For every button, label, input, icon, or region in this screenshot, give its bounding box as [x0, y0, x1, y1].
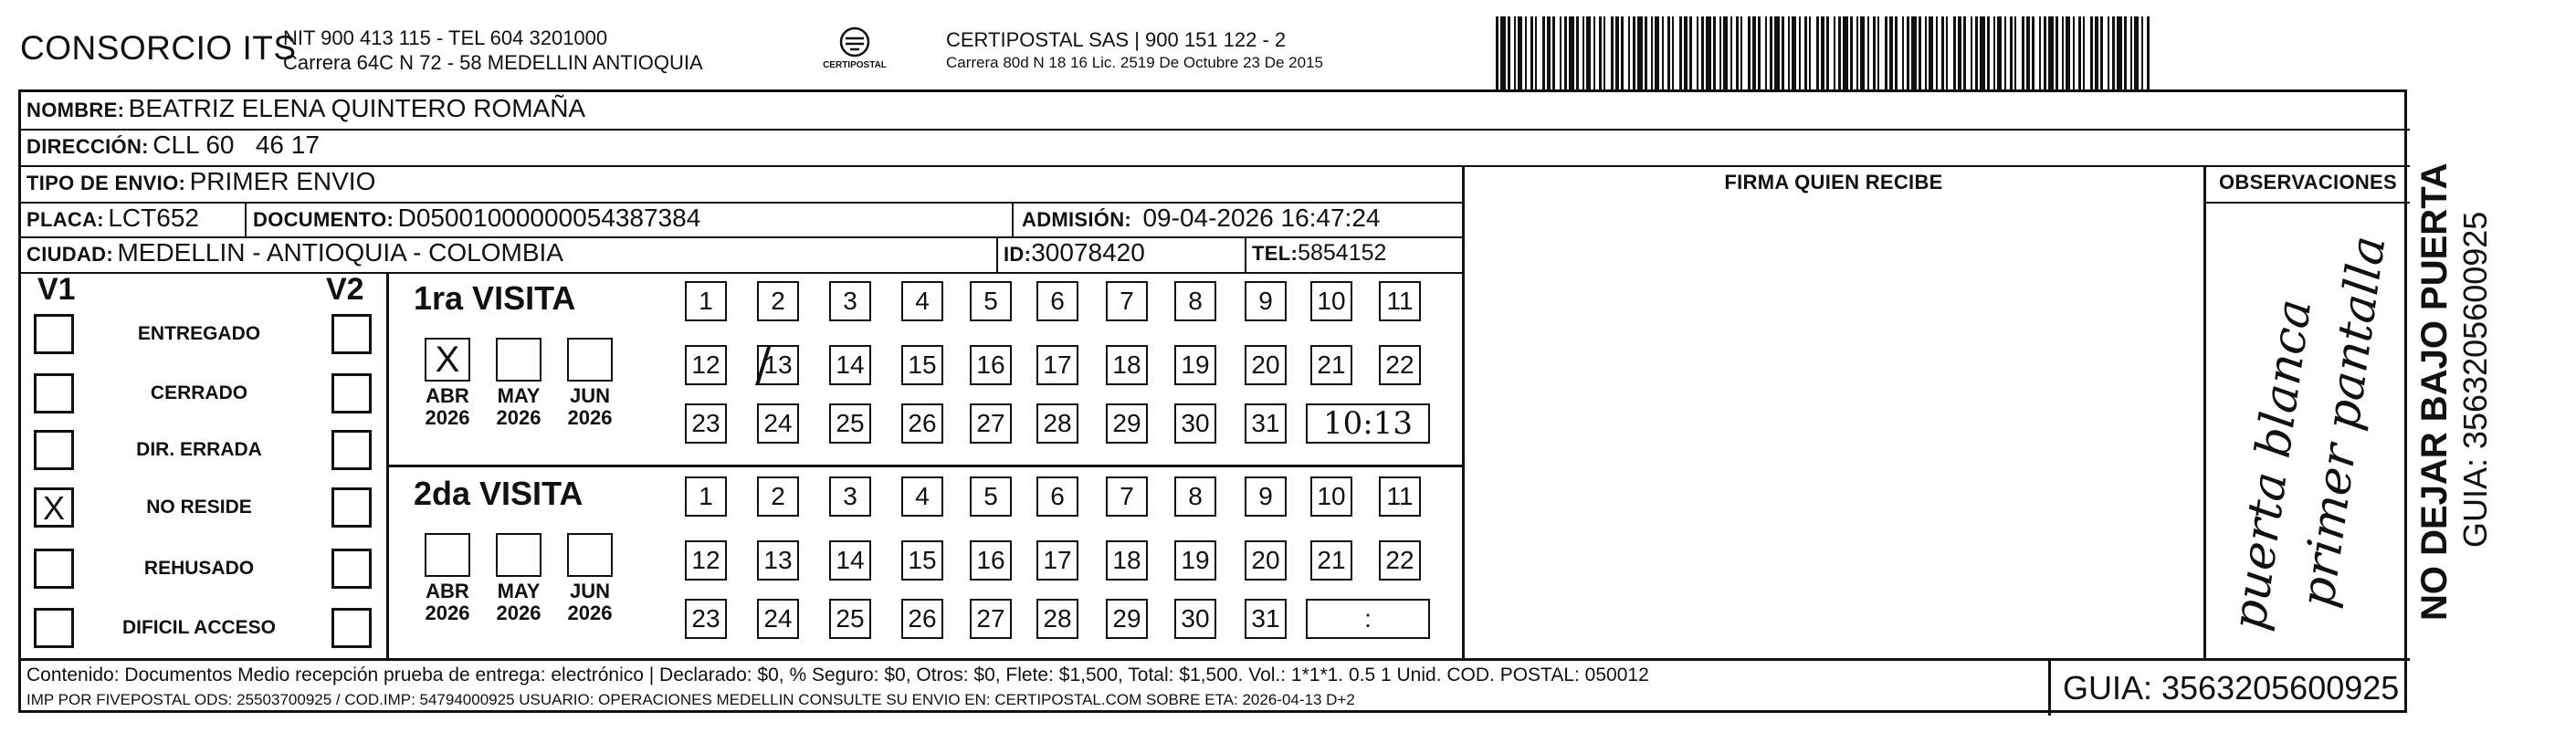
day-box[interactable]: 19 [1174, 540, 1216, 581]
day-box[interactable]: 24 [757, 403, 799, 444]
month-checkbox[interactable]: X [425, 338, 470, 382]
day-box[interactable]: 23 [685, 403, 727, 444]
no-dejar-bajo-puerta: NO DEJAR BAJO PUERTA [2414, 162, 2455, 621]
company-info [283, 26, 703, 75]
day-box[interactable]: 10 [1310, 476, 1352, 517]
tel-value: 5854152 [1298, 240, 1387, 266]
status-label: DIFICIL ACCESO [121, 617, 276, 638]
month-label [415, 581, 479, 624]
day-box[interactable]: 13 [757, 540, 799, 581]
tel-label: TEL: [1252, 242, 1299, 265]
month-name: MAY [497, 384, 541, 407]
day-box[interactable]: 2 [757, 281, 799, 321]
ciudad-label: CIUDAD: [26, 243, 113, 266]
id-value: 30078420 [1031, 238, 1145, 267]
month-checkbox[interactable] [567, 338, 613, 382]
day-box[interactable]: 19 [1174, 345, 1216, 385]
day-box[interactable]: 31 [1245, 599, 1287, 639]
day-box[interactable]: 4 [901, 281, 943, 321]
month-name: JUN [569, 580, 610, 602]
day-box[interactable]: 6 [1036, 476, 1078, 517]
month-year: 2026 [496, 406, 541, 429]
day-box[interactable]: 25 [829, 403, 871, 444]
day-box[interactable]: 1 [685, 476, 727, 517]
day-box[interactable]: 4 [901, 476, 943, 517]
admission-datetime: 09-04-2026 16:47:24 [1142, 204, 1381, 232]
month-label [487, 581, 551, 624]
day-box[interactable]: 3 [829, 476, 871, 517]
day-box[interactable]: 21 [1310, 345, 1352, 385]
status-label: DIR. ERRADA [136, 439, 262, 460]
day-box[interactable]: 28 [1036, 403, 1078, 444]
month-name: ABR [426, 580, 469, 602]
day-box[interactable]: 25 [829, 599, 871, 639]
day-box[interactable]: 9 [1245, 281, 1287, 321]
id-label: ID: [1004, 243, 1032, 266]
tipo-label: TIPO DE ENVIO: [26, 172, 186, 194]
plate-value: LCT652 [108, 204, 199, 232]
company-address: Carrera 64C N 72 - 58 MEDELLIN ANTIOQUIA [283, 51, 703, 74]
observations-header: OBSERVACIONES [2218, 171, 2397, 194]
company-nit: NIT 900 413 115 - TEL 604 3201000 [283, 26, 608, 49]
carrier-name: CERTIPOSTAL SAS | 900 151 122 - 2 [946, 28, 1287, 51]
month-year: 2026 [496, 602, 541, 624]
recipient-name: BEATRIZ ELENA QUINTERO ROMAÑA [128, 94, 586, 122]
day-strike-mark: / [755, 338, 772, 392]
tel-row [1252, 240, 1386, 267]
day-box[interactable]: 21 [1310, 540, 1352, 581]
city-row [26, 238, 563, 267]
day-box[interactable]: 17 [1036, 540, 1078, 581]
day-box[interactable]: 30 [1174, 599, 1216, 639]
day-box[interactable]: 28 [1036, 599, 1078, 639]
status-v2-checkbox[interactable] [331, 487, 372, 528]
day-box[interactable]: 26 [901, 403, 943, 444]
v2-header: V2 [326, 272, 364, 307]
status-label: ENTREGADO [137, 323, 261, 344]
status-v2-checkbox[interactable] [331, 314, 372, 354]
day-box[interactable]: 29 [1106, 403, 1148, 444]
month-name: MAY [497, 580, 541, 602]
admision-label: ADMISIÓN: [1022, 208, 1132, 231]
carrier-info [946, 27, 1323, 74]
day-box[interactable]: 1 [685, 281, 727, 321]
status-v2-checkbox[interactable] [331, 373, 372, 413]
recipient-address: CLL 60 46 17 [152, 131, 320, 159]
day-box[interactable]: 7 [1106, 476, 1148, 517]
month-label [558, 581, 622, 624]
recipient-name-row [26, 94, 585, 123]
status-v1-checkbox[interactable] [34, 549, 74, 589]
status-v1-checkbox[interactable] [34, 430, 74, 470]
month-year: 2026 [425, 406, 470, 429]
status-v1-checkbox[interactable]: X [34, 487, 74, 528]
day-box[interactable]: 5 [970, 476, 1012, 517]
status-v2-checkbox[interactable] [331, 608, 372, 648]
barcode [1496, 16, 2150, 89]
month-year: 2026 [567, 602, 613, 624]
shipping-label [18, 89, 2407, 713]
day-box[interactable]: 11 [1379, 476, 1421, 517]
day-box[interactable]: 11 [1379, 281, 1421, 321]
day-box[interactable]: 2 [757, 476, 799, 517]
day-box[interactable]: 18 [1106, 345, 1148, 385]
status-v2-checkbox[interactable] [331, 430, 372, 470]
day-box[interactable]: 15 [901, 540, 943, 581]
day-box[interactable]: 20 [1245, 540, 1287, 581]
day-box[interactable]: 8 [1174, 281, 1216, 321]
day-box[interactable]: 13 [757, 345, 799, 385]
day-box[interactable]: 27 [970, 599, 1012, 639]
side-guia: GUIA: 3563205600925 [2456, 211, 2494, 548]
admission-row [1022, 204, 1380, 233]
shipment-type-row [26, 167, 375, 196]
day-box[interactable]: 22 [1379, 540, 1421, 581]
day-box[interactable]: 7 [1106, 281, 1148, 321]
shipment-type: PRIMER ENVIO [189, 167, 376, 195]
document-value: D05001000000054387384 [397, 204, 701, 232]
nombre-label: NOMBRE: [26, 99, 125, 121]
status-label: NO RESIDE [146, 497, 252, 518]
day-box[interactable]: 14 [829, 345, 871, 385]
day-box[interactable]: 8 [1174, 476, 1216, 517]
city-value: MEDELLIN - ANTIOQUIA - COLOMBIA [117, 238, 563, 267]
day-box[interactable]: 18 [1106, 540, 1148, 581]
day-box[interactable]: 23 [685, 599, 727, 639]
month-checkbox[interactable] [567, 533, 613, 577]
observation-note-1: puerta blanca [2222, 296, 2323, 634]
observation-note-2: primer pantalla [2290, 232, 2397, 612]
placa-label: PLACA: [26, 208, 104, 231]
day-box[interactable]: 10 [1310, 281, 1352, 321]
day-box[interactable]: 6 [1036, 281, 1078, 321]
month-checkbox[interactable] [496, 533, 541, 577]
status-v1-checkbox[interactable] [34, 314, 74, 354]
day-box[interactable]: 16 [970, 540, 1012, 581]
day-box[interactable]: 30 [1174, 403, 1216, 444]
signature-area[interactable] [1465, 204, 2203, 658]
status-label: CERRADO [150, 382, 248, 403]
day-box[interactable]: 29 [1106, 599, 1148, 639]
address-row [26, 131, 320, 160]
certipostal-logo [811, 24, 899, 77]
day-box[interactable]: 22 [1379, 345, 1421, 385]
month-year: 2026 [425, 602, 470, 624]
visit-title: 2da VISITA [414, 475, 584, 512]
day-box[interactable]: 3 [829, 281, 871, 321]
plate-row [26, 204, 199, 233]
carrier-address: Carrera 80d N 18 16 Lic. 2519 De Octubre 23 De 2015 [946, 54, 1323, 71]
month-year: 2026 [567, 406, 613, 429]
direccion-label: DIRECCIÓN: [26, 135, 149, 158]
day-box[interactable]: 15 [901, 345, 943, 385]
day-box[interactable]: 12 [685, 345, 727, 385]
day-box[interactable]: 14 [829, 540, 871, 581]
status-v1-checkbox[interactable] [34, 608, 74, 648]
signature-header: FIRMA QUIEN RECIBE [1724, 171, 1943, 194]
visit-title: 1ra VISITA [414, 279, 576, 317]
month-name: ABR [426, 384, 469, 407]
id-row [1004, 238, 1145, 267]
v1-header: V1 [37, 272, 76, 307]
visit-time-box[interactable]: : [1306, 599, 1430, 639]
day-box[interactable]: 31 [1245, 403, 1287, 444]
day-box[interactable]: 27 [970, 403, 1012, 444]
status-label: REHUSADO [143, 558, 255, 579]
month-label [487, 385, 551, 429]
logo-text: CERTIPOSTAL [823, 60, 887, 70]
month-checkbox[interactable] [496, 338, 541, 382]
day-box[interactable]: 26 [901, 599, 943, 639]
visit-time-box[interactable]: 10:13 [1306, 403, 1430, 444]
company-name: CONSORCIO ITS [20, 29, 297, 67]
documento-label: DOCUMENTO: [253, 208, 394, 231]
day-box[interactable]: 17 [1036, 345, 1078, 385]
day-box[interactable]: 12 [685, 540, 727, 581]
day-box[interactable]: 16 [970, 345, 1012, 385]
day-box[interactable]: 24 [757, 599, 799, 639]
month-name: JUN [569, 384, 610, 407]
footer-content: Contenido: Documentos Medio recepción prueba de entrega: electrónico | Declarado: $0, % Seguro: $0, Otros: $0, Flete: $1,500, Total: $1,500. Vol.: 1*1*1. 0.5 1 Unid. COD. POSTAL: 050012 [26, 665, 1649, 685]
month-checkbox[interactable] [425, 533, 470, 577]
day-box[interactable]: 9 [1245, 476, 1287, 517]
status-v1-checkbox[interactable] [34, 373, 74, 413]
status-v2-checkbox[interactable] [331, 549, 372, 589]
document-row [253, 204, 700, 233]
day-box[interactable]: 20 [1245, 345, 1287, 385]
footer-guia: GUIA: 3563205600925 [2063, 669, 2400, 706]
day-box[interactable]: 5 [970, 281, 1012, 321]
month-label [558, 385, 622, 429]
footer-imp: IMP POR FIVEPOSTAL ODS: 25503700925 / COD.IMP: 54794000925 USUARIO: OPERACIONES MEDELLIN CONSULTE SU ENVIO EN: CERTIPOSTAL.COM SOBRE ETA: 2026-04-13 D+2 [26, 691, 1355, 708]
month-label [415, 385, 479, 429]
